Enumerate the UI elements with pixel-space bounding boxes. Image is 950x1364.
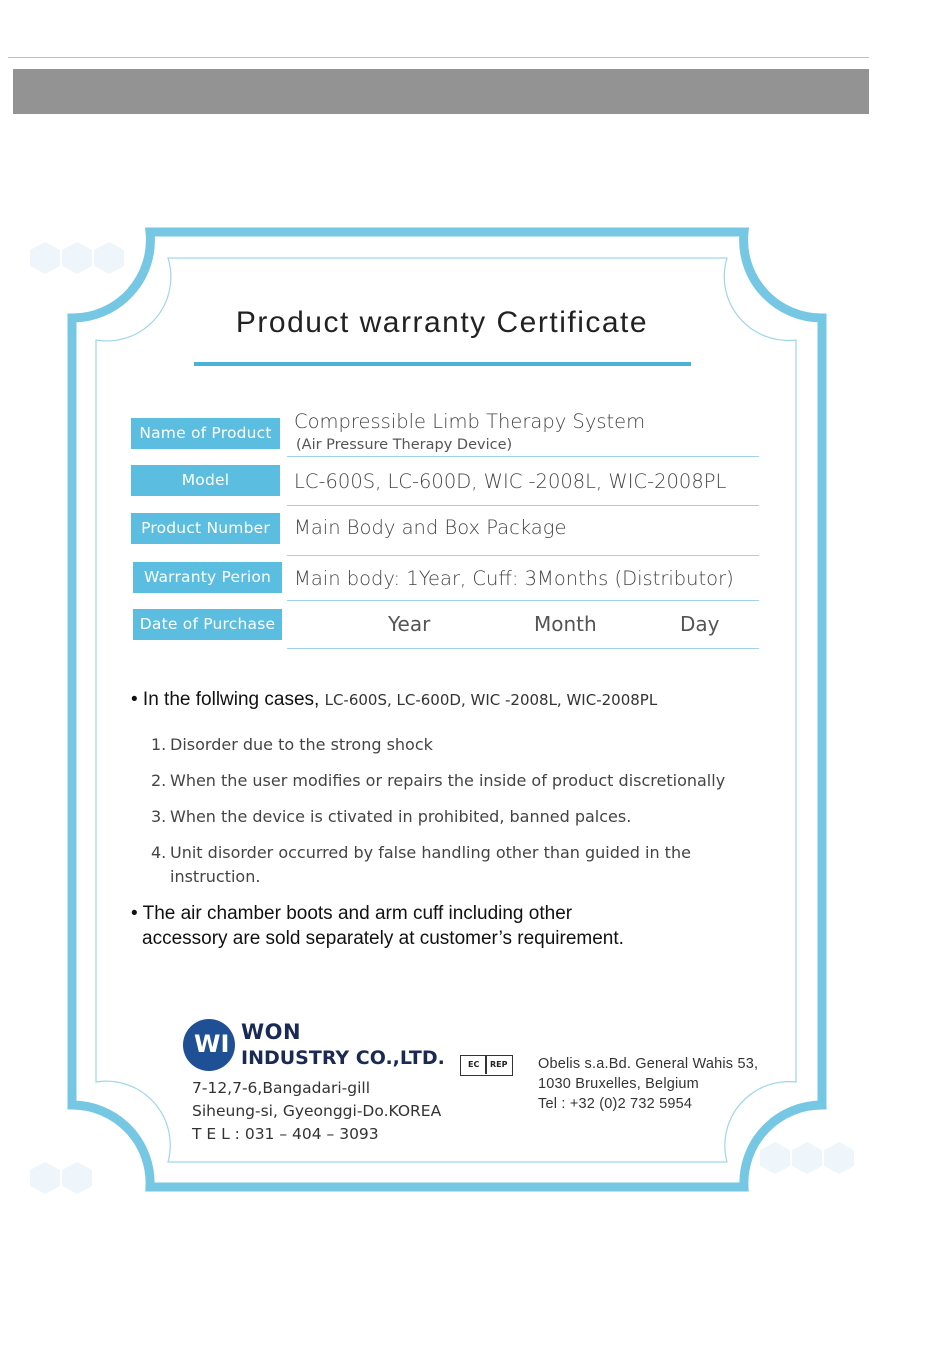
item-text: Disorder due to the strong shock — [170, 735, 433, 754]
list-item — [151, 841, 691, 889]
cases-intro — [131, 689, 657, 711]
value-model: LC-600S, LC-600D, WIC -2008L, WIC-2008PL — [294, 470, 727, 493]
list-item — [151, 733, 433, 757]
row-divider — [287, 456, 759, 457]
page-title: Product warranty Certificate — [235, 306, 649, 339]
company-name-line-1: WON — [241, 1020, 302, 1044]
date-month: Month — [534, 612, 597, 636]
row-divider — [287, 648, 759, 649]
ec-rep-icon: EC REP — [460, 1055, 513, 1076]
company-name-line-2: INDUSTRY CO.,LTD. — [241, 1047, 445, 1069]
item-number: 2. — [151, 771, 167, 790]
item-number: 1. — [151, 735, 167, 754]
note-line-1: • The air chamber boots and arm cuff including other — [131, 903, 573, 924]
row-divider — [287, 505, 759, 506]
label-date-of-purchase: Date of Purchase — [133, 609, 282, 640]
label-product-number: Product Number — [131, 513, 280, 544]
date-day: Day — [680, 612, 720, 636]
value-name-of-product: Compressible Limb Therapy System — [294, 410, 646, 433]
list-item — [151, 769, 725, 793]
cases-models: LC-600S, LC-600D, WIC -2008L, WIC-2008PL — [324, 691, 658, 709]
title-underline — [194, 362, 691, 366]
item-text: When the device is ctivated in prohibited, banned palces. — [170, 807, 632, 826]
row-divider — [287, 600, 759, 601]
accessory-note — [131, 901, 624, 951]
company-address-1: 7-12,7-6,Bangadari-gill — [192, 1079, 371, 1097]
item-text: When the user modifies or repairs the inside of product discretionally — [170, 771, 726, 790]
date-year: Year — [388, 612, 431, 636]
ec-rep-line-1: Obelis s.a.Bd. General Wahis 53, — [538, 1056, 759, 1072]
label-name-of-product: Name of Product — [131, 418, 280, 449]
cases-intro-text: • In the follwing cases, — [131, 689, 320, 710]
ec-rep-line-2: 1030 Bruxelles, Belgium — [538, 1076, 699, 1092]
value-name-of-product-sub: (Air Pressure Therapy Device) — [296, 437, 513, 453]
company-address-2: Siheung-si, Gyeonggi-Do.KOREA — [192, 1102, 442, 1120]
company-tel: T E L : 031 – 404 – 3093 — [192, 1125, 379, 1143]
ec-rep-line-3: Tel : +32 (0)2 732 5954 — [538, 1096, 693, 1112]
value-product-number: Main Body and Box Package — [294, 516, 567, 539]
value-warranty-period: Main body: 1Year, Cuff: 3Months (Distributor) — [294, 567, 734, 590]
item-text: Unit disorder occurred by false handling other than guided in the — [170, 843, 691, 862]
row-divider — [287, 555, 759, 556]
item-number: 4. — [151, 843, 167, 862]
note-line-2: accessory are sold separately at customer’s requirement. — [142, 928, 624, 949]
item-number: 3. — [151, 807, 167, 826]
company-logo-icon: WI — [183, 1019, 235, 1071]
label-warranty-period: Warranty Perion — [133, 562, 282, 593]
label-model: Model — [131, 465, 280, 496]
item-text-continued: instruction. — [170, 867, 261, 886]
list-item — [151, 805, 631, 829]
